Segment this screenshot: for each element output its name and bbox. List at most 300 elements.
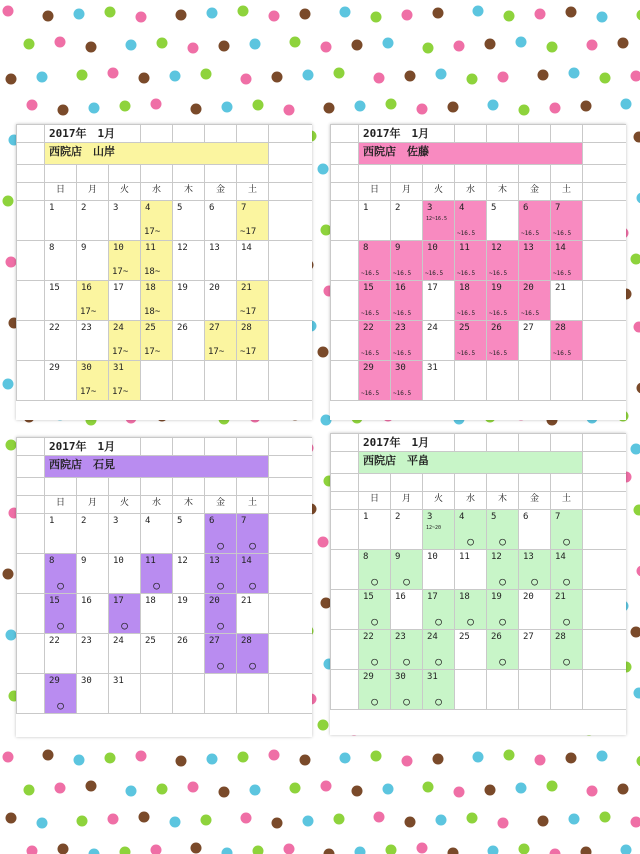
day-number: 20	[209, 283, 220, 293]
day-cell	[391, 281, 423, 321]
day-cell	[359, 241, 391, 281]
shift-time: 18~	[144, 267, 161, 277]
margin-cell	[331, 434, 359, 452]
day-cell	[237, 554, 269, 594]
day-number: 12	[491, 552, 502, 562]
weekday-row	[17, 183, 313, 201]
margin-cell	[331, 550, 359, 590]
polka-dot	[618, 784, 629, 795]
polka-dot	[417, 104, 428, 115]
day-number: 14	[241, 243, 252, 253]
store-staff-name: 西院店 石見	[45, 456, 269, 478]
polka-dot	[290, 37, 301, 48]
day-number: 5	[177, 516, 183, 526]
polka-dot	[139, 73, 150, 84]
shift-time: ~16.5	[553, 230, 572, 237]
polka-dot	[485, 785, 496, 796]
day-cell	[487, 590, 519, 630]
day-number: 24	[427, 632, 438, 642]
shift-time: 17~	[112, 387, 129, 397]
day-cell	[237, 634, 269, 674]
day-cell	[173, 514, 205, 554]
empty-cell	[551, 165, 583, 183]
day-number: 31	[427, 363, 438, 373]
year-month: 2017年 1月	[359, 434, 455, 452]
shift-time: 17~	[144, 227, 161, 237]
day-cell	[173, 554, 205, 594]
day-number: 27	[209, 323, 220, 333]
day-number: 15	[49, 596, 60, 606]
polka-dot	[371, 751, 382, 762]
polka-dot	[621, 845, 632, 854]
day-cell	[109, 594, 141, 634]
available-mark: ○	[57, 619, 64, 632]
day-number: 10	[427, 552, 438, 562]
day-cell	[423, 670, 455, 710]
day-cell	[205, 514, 237, 554]
day-cell	[77, 634, 109, 674]
day-number: 2	[81, 516, 87, 526]
empty-cell	[583, 510, 626, 550]
day-cell	[77, 321, 109, 361]
week-row	[17, 241, 313, 281]
available-mark: ○	[467, 535, 474, 548]
polka-dot	[3, 379, 14, 390]
available-mark: ○	[499, 575, 506, 588]
polka-dot	[383, 38, 394, 49]
shift-time: ~17	[240, 307, 257, 317]
shift-time: ~16.5	[393, 390, 412, 397]
polka-dot	[43, 750, 54, 761]
day-cell	[205, 281, 237, 321]
polka-dot	[321, 781, 332, 792]
available-mark: ○	[371, 655, 378, 668]
empty-cell	[269, 594, 312, 634]
day-cell	[359, 201, 391, 241]
shift-time: ~16.5	[361, 390, 380, 397]
day-cell	[77, 281, 109, 321]
day-cell	[173, 634, 205, 674]
polka-dot	[423, 43, 434, 54]
week-row	[17, 514, 313, 554]
polka-dot	[454, 787, 465, 798]
polka-dot	[272, 72, 283, 83]
day-number: 20	[523, 283, 534, 293]
available-mark: ○	[217, 619, 224, 632]
week-row	[331, 670, 627, 710]
day-cell	[487, 281, 519, 321]
day-number: 6	[523, 203, 529, 213]
polka-dot	[139, 812, 150, 823]
day-number: 4	[145, 203, 151, 213]
day-number: 25	[145, 636, 156, 646]
shift-time: ~16.5	[457, 310, 476, 317]
day-number: 17	[427, 592, 438, 602]
weekday-row	[331, 183, 627, 201]
day-cell	[391, 201, 423, 241]
weekday-label: 月	[391, 183, 423, 201]
available-mark: ○	[249, 539, 256, 552]
weekday-label: 火	[423, 183, 455, 201]
day-cell	[141, 554, 173, 594]
day-cell	[141, 241, 173, 281]
day-cell	[519, 630, 551, 670]
week-row	[331, 550, 627, 590]
day-cell	[391, 361, 423, 401]
week-row	[17, 594, 313, 634]
polka-dot	[157, 784, 168, 795]
day-cell	[455, 281, 487, 321]
polka-dot	[318, 347, 329, 358]
available-mark: ○	[371, 695, 378, 708]
shift-time-small: 12~20	[426, 525, 442, 531]
store-staff-name: 西院店 山岸	[45, 143, 269, 165]
day-number: 11	[145, 556, 156, 566]
day-cell	[45, 241, 77, 281]
polka-dot	[352, 786, 363, 797]
calendar-yamagishi	[16, 124, 312, 420]
day-cell	[519, 241, 551, 281]
empty-cell	[391, 165, 423, 183]
weekday-label: 水	[141, 496, 173, 514]
day-number: 12	[177, 243, 188, 253]
polka-dot	[269, 11, 280, 22]
polka-dot	[3, 752, 14, 763]
day-cell	[237, 594, 269, 634]
empty-cell	[583, 630, 626, 670]
title-row	[331, 434, 627, 452]
day-number: 18	[459, 592, 470, 602]
day-number: 1	[49, 516, 55, 526]
polka-dot	[157, 38, 168, 49]
day-number: 9	[395, 243, 401, 253]
day-number: 27	[523, 323, 534, 333]
day-cell	[551, 361, 583, 401]
day-number: 28	[555, 632, 566, 642]
day-cell	[141, 361, 173, 401]
polka-dot	[516, 783, 527, 794]
available-mark: ○	[217, 659, 224, 672]
shift-time: ~16.5	[361, 270, 380, 277]
empty-cell	[205, 165, 237, 183]
empty-cell	[359, 474, 391, 492]
shift-time: ~16.5	[553, 270, 572, 277]
day-cell	[173, 321, 205, 361]
empty-cell	[551, 434, 583, 452]
polka-dot	[126, 786, 137, 797]
day-number: 11	[459, 552, 470, 562]
margin-cell	[331, 510, 359, 550]
margin-cell	[17, 634, 45, 674]
margin-cell	[331, 492, 359, 510]
polka-dot	[6, 440, 17, 451]
day-number: 24	[113, 323, 124, 333]
polka-dot	[485, 39, 496, 50]
polka-dot	[488, 100, 499, 111]
polka-dot	[631, 71, 640, 82]
polka-dot	[587, 40, 598, 51]
shift-time: ~16.5	[457, 350, 476, 357]
empty-cell	[237, 478, 269, 496]
weekday-label: 木	[487, 492, 519, 510]
day-number: 30	[395, 363, 406, 373]
polka-dot	[547, 42, 558, 53]
shift-time: ~16.5	[457, 230, 476, 237]
polka-dot	[77, 70, 88, 81]
polka-dot	[634, 505, 640, 516]
day-cell	[109, 634, 141, 674]
day-cell	[141, 514, 173, 554]
weekday-label: 月	[77, 496, 109, 514]
weekday-label: 木	[487, 183, 519, 201]
shift-time: ~16.5	[489, 310, 508, 317]
margin-cell	[331, 241, 359, 281]
day-number: 23	[81, 323, 92, 333]
day-cell	[423, 590, 455, 630]
empty-cell	[455, 474, 487, 492]
polka-dot	[324, 103, 335, 114]
polka-dot	[631, 627, 640, 638]
polka-dot	[637, 193, 640, 204]
polka-dot	[448, 102, 459, 113]
weekday-label: 日	[45, 496, 77, 514]
polka-dot	[6, 813, 17, 824]
polka-dot	[600, 73, 611, 84]
empty-cell	[583, 281, 626, 321]
polka-dot	[176, 10, 187, 21]
week-row	[17, 321, 313, 361]
polka-dot	[74, 755, 85, 766]
available-mark: ○	[403, 575, 410, 588]
polka-dot	[188, 43, 199, 54]
day-number: 4	[459, 512, 465, 522]
available-mark: ○	[249, 579, 256, 592]
week-row	[17, 554, 313, 594]
empty-cell	[519, 165, 551, 183]
day-cell	[45, 674, 77, 714]
margin-cell	[17, 183, 45, 201]
day-cell	[423, 241, 455, 281]
polka-dot	[597, 751, 608, 762]
polka-dot	[550, 849, 561, 854]
margin-cell	[331, 590, 359, 630]
polka-dot	[433, 754, 444, 765]
empty-cell	[269, 183, 312, 201]
weekday-label: 月	[77, 183, 109, 201]
day-cell	[109, 281, 141, 321]
day-number: 8	[363, 552, 369, 562]
polka-dot	[74, 9, 85, 20]
polka-dot	[547, 781, 558, 792]
empty-cell	[551, 474, 583, 492]
day-number: 22	[363, 323, 374, 333]
week-row	[331, 241, 627, 281]
polka-dot	[587, 786, 598, 797]
margin-cell	[331, 321, 359, 361]
empty-cell	[269, 478, 312, 496]
day-number: 3	[427, 203, 433, 213]
day-cell	[551, 321, 583, 361]
polka-dot	[355, 101, 366, 112]
day-number: 12	[177, 556, 188, 566]
weekday-label: 金	[519, 183, 551, 201]
day-cell	[77, 514, 109, 554]
polka-dot	[219, 41, 230, 52]
empty-cell	[583, 165, 626, 183]
day-cell	[141, 594, 173, 634]
polka-dot	[405, 817, 416, 828]
empty-cell	[519, 434, 551, 452]
polka-dot	[618, 38, 629, 49]
day-cell	[423, 361, 455, 401]
polka-dot	[566, 7, 577, 18]
weekday-label: 火	[109, 496, 141, 514]
empty-cell	[331, 474, 359, 492]
empty-cell	[455, 125, 487, 143]
day-cell	[173, 674, 205, 714]
weekday-label: 金	[205, 183, 237, 201]
day-cell	[519, 201, 551, 241]
day-cell	[423, 321, 455, 361]
day-cell	[77, 594, 109, 634]
polka-dot	[402, 10, 413, 21]
empty-cell	[45, 478, 77, 496]
polka-dot	[6, 257, 17, 268]
margin-cell	[331, 183, 359, 201]
day-number: 20	[523, 592, 534, 602]
available-mark: ○	[435, 655, 442, 668]
polka-dot	[300, 755, 311, 766]
empty-cell	[269, 674, 312, 714]
day-cell	[455, 201, 487, 241]
day-number: 16	[395, 283, 406, 293]
shift-time: ~16.5	[521, 230, 540, 237]
available-mark: ○	[499, 655, 506, 668]
polka-dot	[340, 7, 351, 18]
empty-cell	[269, 438, 312, 456]
available-mark: ○	[371, 575, 378, 588]
polka-dot	[637, 10, 640, 21]
shift-time: 18~	[144, 307, 161, 317]
weekday-label: 日	[45, 183, 77, 201]
polka-dot	[417, 843, 428, 854]
day-cell	[141, 321, 173, 361]
day-cell	[519, 321, 551, 361]
polka-dot	[566, 753, 577, 764]
weekday-label: 金	[205, 496, 237, 514]
weekday-row	[331, 492, 627, 510]
day-number: 30	[81, 363, 92, 373]
polka-dot	[433, 8, 444, 19]
polka-dot	[374, 73, 385, 84]
day-number: 18	[145, 596, 156, 606]
polka-dot	[136, 751, 147, 762]
day-cell	[359, 670, 391, 710]
available-mark: ○	[371, 615, 378, 628]
shift-time: ~16.5	[457, 270, 476, 277]
day-cell	[359, 281, 391, 321]
day-cell	[455, 550, 487, 590]
polka-dot	[272, 818, 283, 829]
polka-dot	[600, 812, 611, 823]
day-number: 27	[209, 636, 220, 646]
day-number: 29	[363, 672, 374, 682]
empty-cell	[173, 478, 205, 496]
polka-dot	[324, 849, 335, 854]
day-cell	[237, 281, 269, 321]
polka-dot	[55, 37, 66, 48]
day-cell	[109, 201, 141, 241]
empty-cell	[141, 438, 173, 456]
polka-dot	[250, 785, 261, 796]
polka-dot	[6, 74, 17, 85]
empty-cell	[487, 474, 519, 492]
day-cell	[359, 361, 391, 401]
week-row	[331, 201, 627, 241]
empty-cell	[583, 670, 626, 710]
polka-dot	[467, 74, 478, 85]
day-number: 11	[145, 243, 156, 253]
title-row	[17, 125, 313, 143]
day-cell	[487, 201, 519, 241]
title-row	[17, 438, 313, 456]
polka-dot	[86, 781, 97, 792]
polka-dot	[340, 753, 351, 764]
available-mark: ○	[467, 615, 474, 628]
polka-dot	[498, 818, 509, 829]
polka-dot	[504, 750, 515, 761]
day-cell	[45, 594, 77, 634]
empty-cell	[583, 590, 626, 630]
polka-dot	[191, 843, 202, 854]
polka-dot	[105, 753, 116, 764]
polka-dot	[634, 132, 640, 143]
day-cell	[359, 510, 391, 550]
day-number: 10	[113, 243, 124, 253]
polka-dot	[151, 845, 162, 854]
day-number: 13	[523, 243, 534, 253]
polka-dot	[151, 99, 162, 110]
margin-cell	[331, 361, 359, 401]
day-cell	[77, 201, 109, 241]
polka-dot	[253, 100, 264, 111]
day-number: 17	[113, 596, 124, 606]
day-number: 23	[81, 636, 92, 646]
spacer-row	[17, 165, 313, 183]
day-cell	[237, 201, 269, 241]
day-cell	[519, 590, 551, 630]
week-row	[17, 281, 313, 321]
day-number: 29	[49, 363, 60, 373]
day-cell	[551, 550, 583, 590]
polka-dot	[27, 846, 38, 854]
polka-dot	[290, 783, 301, 794]
day-number: 7	[241, 516, 247, 526]
day-cell	[173, 594, 205, 634]
polka-dot	[241, 74, 252, 85]
day-number: 8	[363, 243, 369, 253]
empty-cell	[173, 438, 205, 456]
polka-dot	[207, 8, 218, 19]
polka-dot	[89, 103, 100, 114]
empty-cell	[109, 478, 141, 496]
empty-cell	[141, 165, 173, 183]
day-cell	[109, 514, 141, 554]
day-number: 24	[427, 323, 438, 333]
empty-cell	[205, 478, 237, 496]
available-mark: ○	[563, 535, 570, 548]
empty-cell	[269, 201, 312, 241]
